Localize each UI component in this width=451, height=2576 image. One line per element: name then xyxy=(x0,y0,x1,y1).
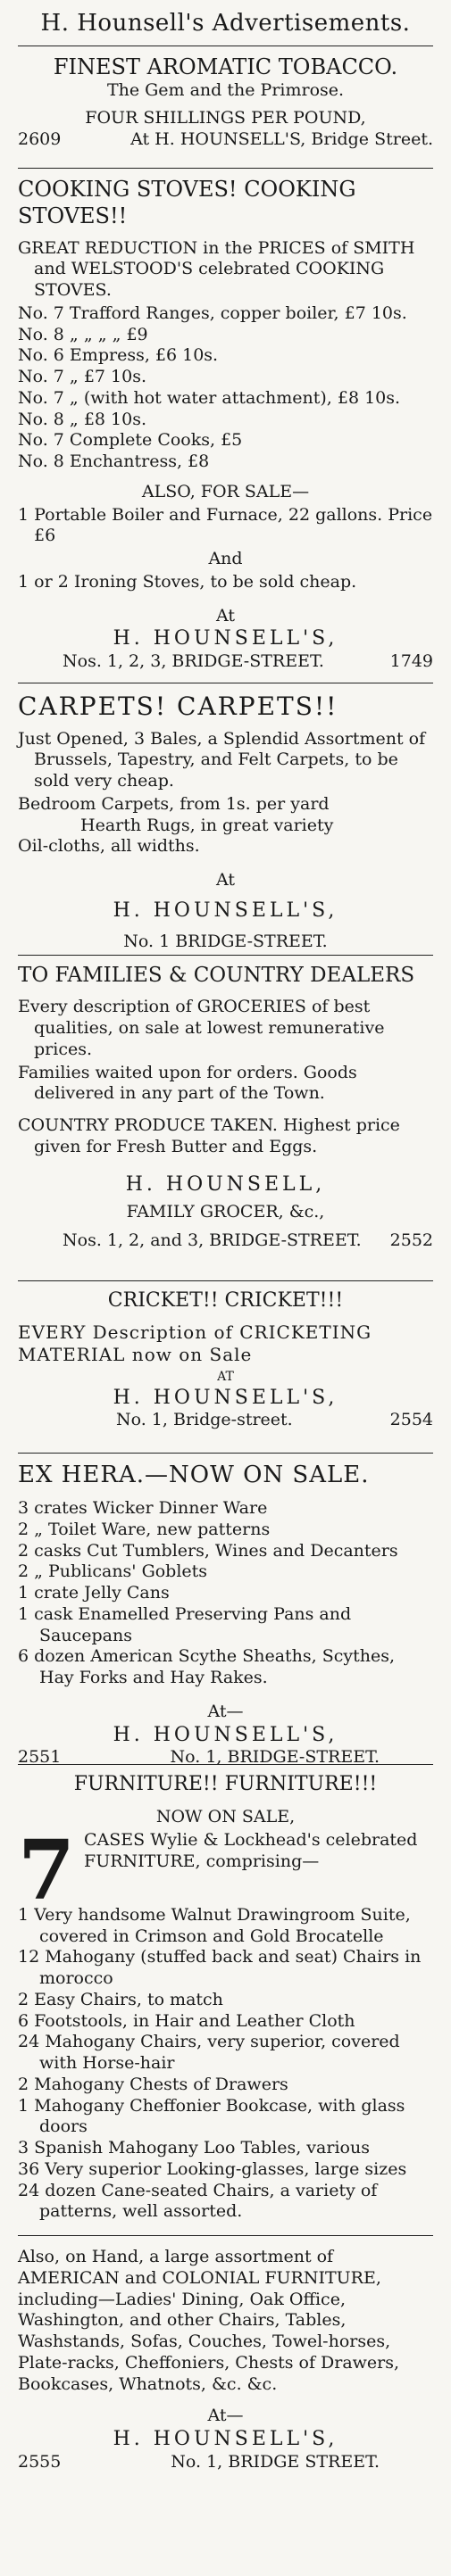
tobacco-price: FOUR SHILLINGS PER POUND, xyxy=(85,108,366,128)
cricket-name: H. HOUNSELL'S, xyxy=(113,1386,338,1409)
tobacco-ref: 2609 xyxy=(18,129,62,149)
stoves-boiler: 1 Portable Boiler and Furnace, 22 gallons. Price £6 xyxy=(18,504,433,546)
hera-ref: 2551 xyxy=(18,1747,62,1767)
list-item: No. 8 Enchantress, £8 xyxy=(18,451,210,471)
furniture-sale: NOW ON SALE, xyxy=(155,1807,296,1826)
list-item: No. 6 Empress, £6 10s. xyxy=(18,345,219,366)
list-item: 1 crate Jelly Cans xyxy=(18,1583,170,1603)
hera-ad xyxy=(18,1454,433,1765)
carpets-line: Hearth Rugs, in great variety xyxy=(80,815,334,835)
grocer-p3: COUNTRY PRODUCE TAKEN. Highest price given for Fresh Butter and Eggs. xyxy=(18,1115,400,1156)
list-item: 3 crates Wicker Dinner Ware xyxy=(18,1498,268,1518)
furniture-at: At— xyxy=(207,2406,244,2426)
list-item: 24 dozen Cane-seated Chairs, a variety of patterns, well assorted. xyxy=(18,2180,378,2222)
page-title: H. Hounsell's Advertisements. xyxy=(18,4,433,46)
stoves-also: ALSO, FOR SALE— xyxy=(141,481,310,501)
list-item: 3 Spanish Mahogany Loo Tables, various xyxy=(18,2138,370,2158)
cricket-headline: CRICKET!! CRICKET!!! xyxy=(107,1288,344,1312)
cricket-address: No. 1, Bridge-street. xyxy=(116,1410,293,1429)
grocer-ad xyxy=(18,956,433,1281)
list-item: 6 Footstools, in Hair and Leather Cloth xyxy=(18,2010,355,2031)
carpets-at: At xyxy=(215,870,236,890)
carpets-address: No. 1 BRIDGE-STREET. xyxy=(123,932,328,952)
list-item: 2 Easy Chairs, to match xyxy=(18,1989,223,2009)
list-item: No. 7 „ (with hot water attachment), £8 10s. xyxy=(18,387,401,408)
list-item: No. 7 Trafford Ranges, copper boiler, £7 10s. xyxy=(18,302,407,323)
list-item: 2 Mahogany Chests of Drawers xyxy=(18,2074,288,2094)
cricket-at: AT xyxy=(217,1370,234,1384)
carpets-name: H. HOUNSELL'S, xyxy=(113,899,338,922)
stoves-ad xyxy=(18,169,433,683)
stoves-headline: COOKING STOVES! COOKING STOVES!! xyxy=(18,176,356,228)
grocer-name: H. HOUNSELL, xyxy=(125,1172,326,1196)
furniture-ad xyxy=(18,1765,433,2482)
list-item: 1 Mahogany Cheffonier Bookcase, with glass doors xyxy=(18,2095,405,2137)
hera-at: At— xyxy=(207,1701,244,1721)
list-item: No. 7 Complete Cooks, £5 xyxy=(18,430,243,451)
hera-list xyxy=(18,1498,433,1689)
stoves-at: At xyxy=(215,605,236,625)
hera-headline: EX HERA.—NOW ON SALE. xyxy=(18,1461,370,1488)
grocer-headline: TO FAMILIES & COUNTRY DEALERS xyxy=(18,963,415,987)
list-item: 1 cask Enamelled Preserving Pans and Saucepans xyxy=(18,1603,352,1645)
list-item: 6 dozen American Scythe Sheaths, Scythes, Hay Forks and Hay Rakes. xyxy=(18,1646,396,1687)
furniture-name: H. HOUNSELL'S, xyxy=(113,2428,338,2451)
carpets-line: Bedroom Carpets, from 1s. per yard xyxy=(18,793,330,814)
tobacco-headline: FINEST AROMATIC TOBACCO. xyxy=(53,54,398,79)
furniture-headline: FURNITURE!! FURNITURE!!! xyxy=(73,1772,378,1795)
stoves-list xyxy=(18,303,433,473)
furniture-ref: 2555 xyxy=(18,2451,62,2472)
grocer-p1: Every description of GROCERIES of best qualities, on sale at lowest remunerative prices. xyxy=(18,997,385,1059)
list-item: 2 casks Cut Tumblers, Wines and Decanters xyxy=(18,1540,398,1561)
grocer-p2: Families waited upon for orders. Goods delivered in any part of the Town. xyxy=(18,1062,357,1104)
carpets-line: Oil-cloths, all widths. xyxy=(18,836,200,857)
list-item: No. 8 „ £8 10s. xyxy=(18,409,147,429)
furniture-also: Also, on Hand, a large assortment of AMERICAN and COLONIAL FURNITURE, including—Ladies' Dining, Oak Office, Washington, and other Chairs, Tables, Washstands, Sofas, Couches, Towel-horses, Plate-racks, Cheffoniers, Chests of Drawers, Bookcases, Whatnots, &c. &c. xyxy=(18,2235,433,2395)
grocer-trade: FAMILY GROCER, &c., xyxy=(126,1202,325,1222)
stoves-ironing: 1 or 2 Ironing Stoves, to be sold cheap. xyxy=(18,571,357,592)
carpets-ad xyxy=(18,683,433,956)
tobacco-subtitle: The Gem and the Primrose. xyxy=(106,79,345,100)
stoves-name: H. HOUNSELL'S, xyxy=(113,627,338,650)
list-item: 1 Very handsome Walnut Drawingroom Suite, covered in Crimson and Gold Brocatelle xyxy=(18,1904,411,1946)
list-item: 2 „ Toilet Ware, new patterns xyxy=(18,1519,271,1539)
grocer-address: Nos. 1, 2, and 3, BRIDGE-STREET. xyxy=(63,1230,362,1250)
list-item: 12 Mahogany (stuffed back and seat) Chairs in morocco xyxy=(18,1947,422,1989)
furniture-case-count: 7 xyxy=(18,1821,76,1918)
cricket-ad xyxy=(18,1281,433,1454)
stoves-address: Nos. 1, 2, 3, BRIDGE-STREET. xyxy=(63,650,324,671)
cricket-ref: 2554 xyxy=(389,1410,433,1429)
carpets-headline: CARPETS! CARPETS!! xyxy=(18,691,338,721)
list-item: 24 Mahogany Chairs, very superior, covered with Horse-hair xyxy=(18,2032,400,2074)
carpets-intro: Just Opened, 3 Bales, a Splendid Assortment of Brussels, Tapestry, and Felt Carpets, to be sold very cheap. xyxy=(18,728,426,791)
stoves-and: And xyxy=(208,549,243,568)
list-item: 2 „ Publicans' Goblets xyxy=(18,1561,208,1582)
cricket-body: EVERY Description of CRICKETING MATERIAL now on Sale xyxy=(18,1321,372,1365)
tobacco-at: At H. HOUNSELL'S, Bridge Street. xyxy=(130,129,433,149)
stoves-ref: 1749 xyxy=(389,650,433,671)
list-item: No. 8 „ „ „ „ £9 xyxy=(18,324,148,344)
furniture-address: No. 1, BRIDGE STREET. xyxy=(171,2451,380,2472)
list-item: No. 7 „ £7 10s. xyxy=(18,367,147,386)
stoves-intro: GREAT REDUCTION in the PRICES of SMITH and WELSTOOD'S celebrated COOKING STOVES. xyxy=(18,237,415,300)
list-item: 36 Very superior Looking-glasses, large sizes xyxy=(18,2158,407,2179)
hera-name: H. HOUNSELL'S, xyxy=(113,1723,338,1746)
furniture-intro: CASES Wylie & Lockhead's celebrated FURNITURE, comprising— xyxy=(84,1829,418,1871)
tobacco-ad xyxy=(18,46,433,169)
grocer-ref: 2552 xyxy=(389,1230,433,1250)
hera-address: No. 1, BRIDGE-STREET. xyxy=(170,1747,380,1767)
furniture-list xyxy=(18,1905,433,2223)
